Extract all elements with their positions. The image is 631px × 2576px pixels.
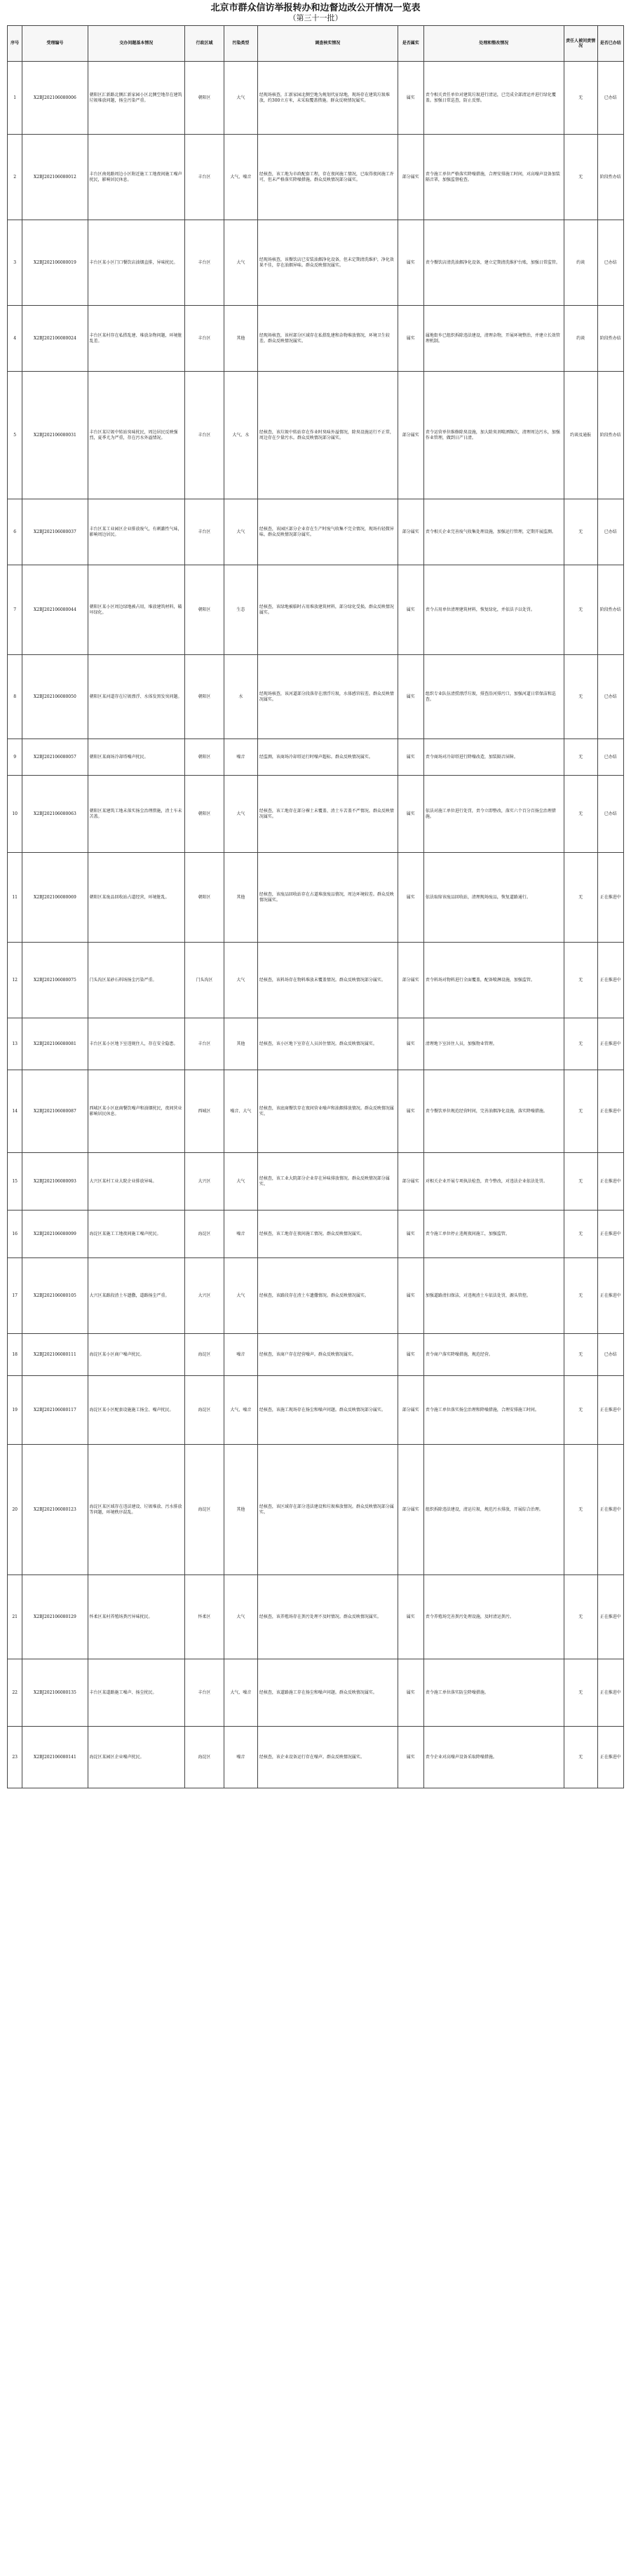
cell-accountable: 无 (564, 1445, 597, 1575)
table-row (8, 655, 624, 739)
cell-verified: 属实 (398, 1018, 423, 1070)
cell-district: 朝阳区 (185, 62, 224, 135)
cell-done: 已办结 (597, 499, 623, 565)
cell-handling: 依法取缔该废品回收站，清理现场废品，恢复道路通行。 (423, 853, 564, 943)
cell-issue: 丰台区某垃圾中转站臭味扰民，周边居民反映强烈，夏季尤为严重，存在污水外溢情况。 (88, 372, 185, 499)
cell-id: X2BJ202106080012 (22, 135, 88, 220)
cell-issue: 丰台区某工业园区企业排放废气，有刺激性气味，影响周边居民。 (88, 499, 185, 565)
cell-verified: 属实 (398, 220, 423, 306)
cell-verified: 属实 (398, 853, 423, 943)
cell-issue: 门头沟区某砂石料场扬尘污染严重。 (88, 943, 185, 1018)
cell-id: X2BJ202106080099 (22, 1211, 88, 1258)
cell-id: X2BJ202106080057 (22, 739, 88, 776)
cell-handling: 依法对施工单位进行处罚，责令立即整改，落实六个百分百扬尘治理措施。 (423, 776, 564, 853)
cell-type: 噪音 (224, 739, 257, 776)
cell-fact: 经核查，该商户存在经营噪声。群众反映情况属实。 (257, 1334, 398, 1376)
cell-district: 大兴区 (185, 1153, 224, 1211)
header-issue: 交办问题基本情况 (88, 26, 185, 62)
cell-done: 正在推进中 (597, 1445, 623, 1575)
cell-verified: 属实 (398, 1659, 423, 1727)
cell-district: 西城区 (185, 1070, 224, 1153)
cell-issue: 朝阳区汇新路北侧汇新家园小区北侧空地存在建筑垃圾堆放问题，扬尘污染严重。 (88, 62, 185, 135)
cell-handling: 责令占用单位清理建筑材料，恢复绿化，并依法予以处罚。 (423, 565, 564, 655)
cell-accountable: 无 (564, 943, 597, 1018)
cell-done: 正在推进中 (597, 1575, 623, 1659)
cell-fact: 经现场核查，该餐饮店已安装油烟净化设备，但未定期清洗维护，净化效果不佳，存在油烟异味。群众反映情况属实。 (257, 220, 398, 306)
cell-no: 1 (8, 62, 22, 135)
cell-district: 丰台区 (185, 1659, 224, 1727)
cell-type: 噪音 (224, 1727, 257, 1788)
header-district: 行政区域 (185, 26, 224, 62)
cell-no: 13 (8, 1018, 22, 1070)
cell-issue: 大兴区某路段渣土车遗撒，道路扬尘严重。 (88, 1258, 185, 1334)
cell-accountable: 无 (564, 1376, 597, 1445)
cell-done: 正在推进中 (597, 1018, 623, 1070)
table-row (8, 1659, 624, 1727)
cell-verified: 属实 (398, 62, 423, 135)
cell-handling: 责令相关责任单位对建筑垃圾进行清运，已完成全部清运并进行绿化覆盖。加强日常巡查，防止反弹。 (423, 62, 564, 135)
cell-done: 已办结 (597, 220, 623, 306)
cell-done: 已办结 (597, 62, 623, 135)
cell-accountable: 无 (564, 62, 597, 135)
cell-district: 丰台区 (185, 372, 224, 499)
header-accountable: 责任人被问责情况 (564, 26, 597, 62)
cell-no: 11 (8, 853, 22, 943)
cell-accountable: 无 (564, 655, 597, 739)
cell-type: 其他 (224, 306, 257, 372)
cell-district: 朝阳区 (185, 739, 224, 776)
cell-fact: 经核查，该废品回收站存在占道堆放废品情况，周边环境较差。群众反映情况属实。 (257, 853, 398, 943)
cell-id: X2BJ202106080129 (22, 1575, 88, 1659)
cell-id: X2BJ202106080069 (22, 853, 88, 943)
cell-verified: 属实 (398, 1211, 423, 1258)
header-type: 污染类型 (224, 26, 257, 62)
cell-no: 17 (8, 1258, 22, 1334)
cell-handling: 清理地下室居住人员，加强物业管理。 (423, 1018, 564, 1070)
cell-district: 丰台区 (185, 499, 224, 565)
cell-fact: 经核查，该养殖场存在粪污处理不及时情况。群众反映情况属实。 (257, 1575, 398, 1659)
table-row (8, 1211, 624, 1258)
cell-no: 12 (8, 943, 22, 1018)
cell-issue: 丰台区某小区门口餐饮店油烟直排，异味扰民。 (88, 220, 185, 306)
cell-issue: 朝阳区某商场冷却塔噪声扰民。 (88, 739, 185, 776)
cell-accountable: 约谈 (564, 220, 597, 306)
cell-done: 已办结 (597, 776, 623, 853)
cell-district: 海淀区 (185, 1334, 224, 1376)
cell-accountable: 无 (564, 1575, 597, 1659)
cell-accountable: 无 (564, 565, 597, 655)
cell-accountable: 无 (564, 1334, 597, 1376)
cell-id: X2BJ202106080006 (22, 62, 88, 135)
cell-issue: 丰台区南苑路周边小区附近施工工地夜间施工噪声扰民，影响居民休息。 (88, 135, 185, 220)
cell-type: 大气、噪音 (224, 135, 257, 220)
cell-no: 15 (8, 1153, 22, 1211)
cell-no: 8 (8, 655, 22, 739)
cell-fact: 经核查，该道路施工存在扬尘和噪声问题。群众反映情况属实。 (257, 1659, 398, 1727)
cell-accountable: 无 (564, 1070, 597, 1153)
cell-id: X2BJ202106080019 (22, 220, 88, 306)
cell-fact: 经核查，该企业设备运行存在噪声。群众反映情况属实。 (257, 1727, 398, 1788)
cell-no: 10 (8, 776, 22, 853)
cell-done: 正在推进中 (597, 853, 623, 943)
cell-handling: 责令养殖场完善粪污处理设施，及时清运粪污。 (423, 1575, 564, 1659)
cell-id: X2BJ202106080044 (22, 565, 88, 655)
cell-id: X2BJ202106080063 (22, 776, 88, 853)
table-row (8, 220, 624, 306)
cell-type: 其他 (224, 1445, 257, 1575)
cell-accountable: 无 (564, 776, 597, 853)
cell-type: 其他 (224, 1018, 257, 1070)
cell-id: X2BJ202106080087 (22, 1070, 88, 1153)
cell-issue: 西城区某小区底商餐饮噪声和油烟扰民，夜间营业影响居民休息。 (88, 1070, 185, 1153)
document-page (7, 0, 624, 1788)
table-body (8, 62, 624, 1788)
cell-done: 正在推进中 (597, 943, 623, 1018)
cell-done: 正在推进中 (597, 1070, 623, 1153)
cell-district: 怀柔区 (185, 1575, 224, 1659)
cell-id: X2BJ202106080093 (22, 1153, 88, 1211)
cell-issue: 朝阳区某小区周边绿地被占用，堆放建筑材料，破坏绿化。 (88, 565, 185, 655)
cell-accountable: 无 (564, 1211, 597, 1258)
cell-handling: 责令企业对高噪声设备采取降噪措施。 (423, 1727, 564, 1788)
cell-fact: 经核查，该工地为市政配套工程，存在夜间施工情况，已取得夜间施工许可，但未严格落实降噪措施。群众反映情况部分属实。 (257, 135, 398, 220)
cell-issue: 朝阳区某河道存在垃圾漂浮、水体发黑发臭问题。 (88, 655, 185, 739)
table-row (8, 1376, 624, 1445)
cell-done: 阶段性办结 (597, 135, 623, 220)
cell-issue: 海淀区某区域存在违法建设、垃圾堆放、污水排放等问题，环境秩序混乱。 (88, 1445, 185, 1575)
table-row (8, 776, 624, 853)
table-row (8, 739, 624, 776)
table-row (8, 1445, 624, 1575)
table-row (8, 565, 624, 655)
header-handling: 处理和整改情况 (423, 26, 564, 62)
cell-accountable: 无 (564, 739, 597, 776)
table-row (8, 1018, 624, 1070)
cell-fact: 经核查，该施工现场存在扬尘和噪声问题。群众反映情况部分属实。 (257, 1376, 398, 1445)
cell-district: 朝阳区 (185, 565, 224, 655)
cell-type: 大气 (224, 62, 257, 135)
cell-id: X2BJ202106080031 (22, 372, 88, 499)
cell-fact: 经核查，该垃圾中转站存在作业时臭味外溢情况，除臭设施运行不正常，周边存在少量污水。群众反映情况部分属实。 (257, 372, 398, 499)
cell-done: 正在推进中 (597, 1727, 623, 1788)
cell-no: 14 (8, 1070, 22, 1153)
cell-id: X2BJ202106080123 (22, 1445, 88, 1575)
cell-issue: 大兴区某村工业大院企业排放异味。 (88, 1153, 185, 1211)
table-row (8, 853, 624, 943)
cell-verified: 属实 (398, 1258, 423, 1334)
cell-fact: 经现场核查，该村部分区域存在私搭乱建和杂物堆放情况，环境卫生较差。群众反映情况属实。 (257, 306, 398, 372)
cell-done: 正在推进中 (597, 1659, 623, 1727)
cell-accountable: 无 (564, 1727, 597, 1788)
cell-verified: 属实 (398, 739, 423, 776)
cell-fact: 经监测，该商场冷却塔运行时噪声超标。群众反映情况属实。 (257, 739, 398, 776)
cell-fact: 经核查，该料场存在物料堆放未覆盖情况。群众反映情况部分属实。 (257, 943, 398, 1018)
cell-district: 门头沟区 (185, 943, 224, 1018)
table-row (8, 499, 624, 565)
cell-verified: 属实 (398, 565, 423, 655)
cell-no: 3 (8, 220, 22, 306)
cell-fact: 经核查，该工地存在部分裸土未覆盖、渣土车苫盖不严情况。群众反映情况属实。 (257, 776, 398, 853)
cell-district: 海淀区 (185, 1727, 224, 1788)
cell-accountable: 无 (564, 1018, 597, 1070)
cell-verified: 属实 (398, 1070, 423, 1153)
cell-issue: 海淀区某小区商户噪声扰民。 (88, 1334, 185, 1376)
cell-fact: 经核查，该路段存在渣土车遗撒情况。群众反映情况属实。 (257, 1258, 398, 1334)
cell-accountable: 无 (564, 853, 597, 943)
cell-id: X2BJ202106080075 (22, 943, 88, 1018)
cell-done: 已办结 (597, 1334, 623, 1376)
cell-handling: 责令施工单位落实扬尘治理和降噪措施，合理安排施工时间。 (423, 1376, 564, 1445)
header-verified: 是否属实 (398, 26, 423, 62)
cell-id: X2BJ202106080135 (22, 1659, 88, 1727)
cell-district: 海淀区 (185, 1376, 224, 1445)
cell-handling: 组织拆除违法建设，清运垃圾，规范污水排放，开展综合治理。 (423, 1445, 564, 1575)
cell-fact: 经现场核查，汇新家园北侧空地为规划代征绿地，现场存在建筑垃圾堆放，约300立方米，未采取覆盖措施。群众反映情况属实。 (257, 62, 398, 135)
header-no: 序号 (8, 26, 22, 62)
cell-verified: 部分属实 (398, 499, 423, 565)
cell-accountable: 无 (564, 1153, 597, 1211)
cell-type: 大气 (224, 220, 257, 306)
cell-district: 丰台区 (185, 220, 224, 306)
cell-type: 大气 (224, 1153, 257, 1211)
header-fact: 调查核实情况 (257, 26, 398, 62)
cell-accountable: 约谈及通报 (564, 372, 597, 499)
cell-fact: 经核查，该底商餐饮存在夜间营业噪声和油烟排放情况。群众反映情况属实。 (257, 1070, 398, 1153)
table-row (8, 1575, 624, 1659)
cell-type: 噪音 (224, 1334, 257, 1376)
cell-fact: 经核查，该工地存在夜间施工情况。群众反映情况属实。 (257, 1211, 398, 1258)
cell-issue: 丰台区某道路施工噪声、扬尘扰民。 (88, 1659, 185, 1727)
cell-id: X2BJ202106080105 (22, 1258, 88, 1334)
cell-issue: 海淀区某园区企业噪声扰民。 (88, 1727, 185, 1788)
cell-fact: 经核查，该工业大院部分企业存在异味排放情况。群众反映情况部分属实。 (257, 1153, 398, 1211)
cell-type: 大气、水 (224, 372, 257, 499)
cell-fact: 经核查，该区域存在部分违法建设和垃圾堆放情况。群众反映情况部分属实。 (257, 1445, 398, 1575)
cell-no: 20 (8, 1445, 22, 1575)
table-row (8, 306, 624, 372)
cell-type: 大气 (224, 1258, 257, 1334)
table-row (8, 135, 624, 220)
cell-accountable: 无 (564, 1659, 597, 1727)
document-subtitle: （第三十一批） (288, 13, 343, 22)
cell-done: 正在推进中 (597, 1376, 623, 1445)
cell-type: 噪音 (224, 1211, 257, 1258)
table-row (8, 372, 624, 499)
cell-done: 正在推进中 (597, 1211, 623, 1258)
cell-id: X2BJ202106080117 (22, 1376, 88, 1445)
cell-district: 大兴区 (185, 1258, 224, 1334)
cell-done: 已办结 (597, 739, 623, 776)
cell-handling: 对相关企业开展专项执法检查，责令整改，对违法企业依法处罚。 (423, 1153, 564, 1211)
cell-handling: 责令商场对冷却塔进行降噪改造，加装隔音屏障。 (423, 739, 564, 776)
cell-type: 生态 (224, 565, 257, 655)
cell-handling: 组织专业队伍清捞漂浮垃圾，排查沿河排污口，加强河道日常保洁和巡查。 (423, 655, 564, 739)
cell-no: 6 (8, 499, 22, 565)
cell-type: 大气 (224, 1575, 257, 1659)
cell-no: 23 (8, 1727, 22, 1788)
cell-verified: 属实 (398, 1575, 423, 1659)
cell-verified: 属实 (398, 776, 423, 853)
cell-handling: 责令施工单位严格落实降噪措施，合理安排施工时间，对高噪声设备加装隔音罩，加强监督检查。 (423, 135, 564, 220)
cell-handling: 加强道路清扫保洁，对违规渣土车依法处罚，源头管控。 (423, 1258, 564, 1334)
cell-verified: 部分属实 (398, 1376, 423, 1445)
cell-no: 16 (8, 1211, 22, 1258)
cell-verified: 属实 (398, 306, 423, 372)
table-row (8, 1153, 624, 1211)
cell-district: 丰台区 (185, 1018, 224, 1070)
cell-no: 4 (8, 306, 22, 372)
cell-verified: 部分属实 (398, 943, 423, 1018)
cell-issue: 朝阳区某废品回收站占道经营，环境脏乱。 (88, 853, 185, 943)
header-done: 是否已办结 (597, 26, 623, 62)
cell-verified: 部分属实 (398, 1153, 423, 1211)
cell-district: 朝阳区 (185, 655, 224, 739)
cell-handling: 责令餐饮单位规范经营时间，完善油烟净化设施，落实降噪措施。 (423, 1070, 564, 1153)
cell-verified: 部分属实 (398, 135, 423, 220)
cell-id: X2BJ202106080081 (22, 1018, 88, 1070)
cell-type: 大气、噪音 (224, 1376, 257, 1445)
cell-issue: 海淀区某小区配套设施施工扬尘、噪声扰民。 (88, 1376, 185, 1445)
table-row (8, 1070, 624, 1153)
cell-type: 大气 (224, 776, 257, 853)
table-row (8, 943, 624, 1018)
cell-issue: 丰台区某小区地下室违规住人，存在安全隐患。 (88, 1018, 185, 1070)
cell-district: 丰台区 (185, 135, 224, 220)
document-title: 北京市群众信访举报转办和边督边改公开情况一览表 (210, 3, 421, 13)
cell-district: 朝阳区 (185, 853, 224, 943)
complaint-table (7, 25, 624, 1788)
cell-fact: 经现场核查，该河道部分段落存在漂浮垃圾，水体感官较差。群众反映情况属实。 (257, 655, 398, 739)
cell-issue: 丰台区某村存在私搭乱建、堆放杂物问题，环境脏乱差。 (88, 306, 185, 372)
cell-verified: 属实 (398, 1727, 423, 1788)
cell-done: 正在推进中 (597, 1258, 623, 1334)
cell-accountable: 无 (564, 1258, 597, 1334)
cell-handling: 责令料场对物料进行全面覆盖，配备喷淋设施，加强监管。 (423, 943, 564, 1018)
cell-id: X2BJ202106080050 (22, 655, 88, 739)
cell-type: 大气 (224, 499, 257, 565)
cell-handling: 责令施工单位停止违规夜间施工，加强监管。 (423, 1211, 564, 1258)
table-header (8, 26, 624, 62)
cell-no: 21 (8, 1575, 22, 1659)
cell-id: X2BJ202106080024 (22, 306, 88, 372)
cell-id: X2BJ202106080037 (22, 499, 88, 565)
cell-no: 22 (8, 1659, 22, 1727)
cell-done: 阶段性办结 (597, 306, 623, 372)
cell-no: 19 (8, 1376, 22, 1445)
cell-issue: 朝阳区某建筑工地未落实扬尘治理措施，渣土车未苫盖。 (88, 776, 185, 853)
cell-fact: 经核查，该小区地下室存在人员居住情况。群众反映情况属实。 (257, 1018, 398, 1070)
cell-issue: 海淀区某施工工地夜间施工噪声扰民。 (88, 1211, 185, 1258)
cell-done: 已办结 (597, 655, 623, 739)
cell-verified: 部分属实 (398, 372, 423, 499)
cell-district: 海淀区 (185, 1211, 224, 1258)
table-row (8, 1727, 624, 1788)
cell-no: 2 (8, 135, 22, 220)
cell-no: 5 (8, 372, 22, 499)
cell-no: 9 (8, 739, 22, 776)
cell-type: 大气、噪音 (224, 1659, 257, 1727)
cell-fact: 经核查，该绿地被临时占用堆放建筑材料，部分绿化受损。群众反映情况属实。 (257, 565, 398, 655)
cell-district: 丰台区 (185, 306, 224, 372)
cell-type: 噪音、大气 (224, 1070, 257, 1153)
cell-handling: 责令运营单位维修除臭设施，加大除臭剂喷洒频次，清理周边污水，加强作业管理，做到日产日清。 (423, 372, 564, 499)
cell-no: 18 (8, 1334, 22, 1376)
cell-done: 正在推进中 (597, 1153, 623, 1211)
cell-issue: 怀柔区某村养殖场粪污异味扰民。 (88, 1575, 185, 1659)
header-id: 受理编号 (22, 26, 88, 62)
cell-verified: 属实 (398, 1334, 423, 1376)
cell-district: 海淀区 (185, 1445, 224, 1575)
cell-handling: 责令餐饮店清洗油烟净化设备，建立定期清洗维护台账，加强日常监管。 (423, 220, 564, 306)
cell-district: 朝阳区 (185, 776, 224, 853)
cell-accountable: 无 (564, 135, 597, 220)
cell-type: 水 (224, 655, 257, 739)
cell-fact: 经核查，该园区部分企业存在生产时废气收集不完全情况，现场有轻微异味。群众反映情况部分属实。 (257, 499, 398, 565)
cell-no: 7 (8, 565, 22, 655)
table-row (8, 1334, 624, 1376)
cell-verified: 部分属实 (398, 1445, 423, 1575)
cell-handling: 属地街乡已组织拆除违法建设，清理杂物，开展环境整治，并建立长效管理机制。 (423, 306, 564, 372)
cell-done: 阶段性办结 (597, 565, 623, 655)
cell-id: X2BJ202106080141 (22, 1727, 88, 1788)
table-row (8, 1258, 624, 1334)
cell-handling: 责令施工单位落实防尘降噪措施。 (423, 1659, 564, 1727)
cell-handling: 责令商户落实降噪措施，规范经营。 (423, 1334, 564, 1376)
cell-done: 阶段性办结 (597, 372, 623, 499)
cell-handling: 责令相关企业完善废气收集处理设施，加强运行管理，定期开展监测。 (423, 499, 564, 565)
cell-type: 其他 (224, 853, 257, 943)
cell-verified: 属实 (398, 655, 423, 739)
cell-type: 大气 (224, 943, 257, 1018)
cell-accountable: 约谈 (564, 306, 597, 372)
cell-id: X2BJ202106080111 (22, 1334, 88, 1376)
table-row (8, 62, 624, 135)
cell-accountable: 无 (564, 499, 597, 565)
